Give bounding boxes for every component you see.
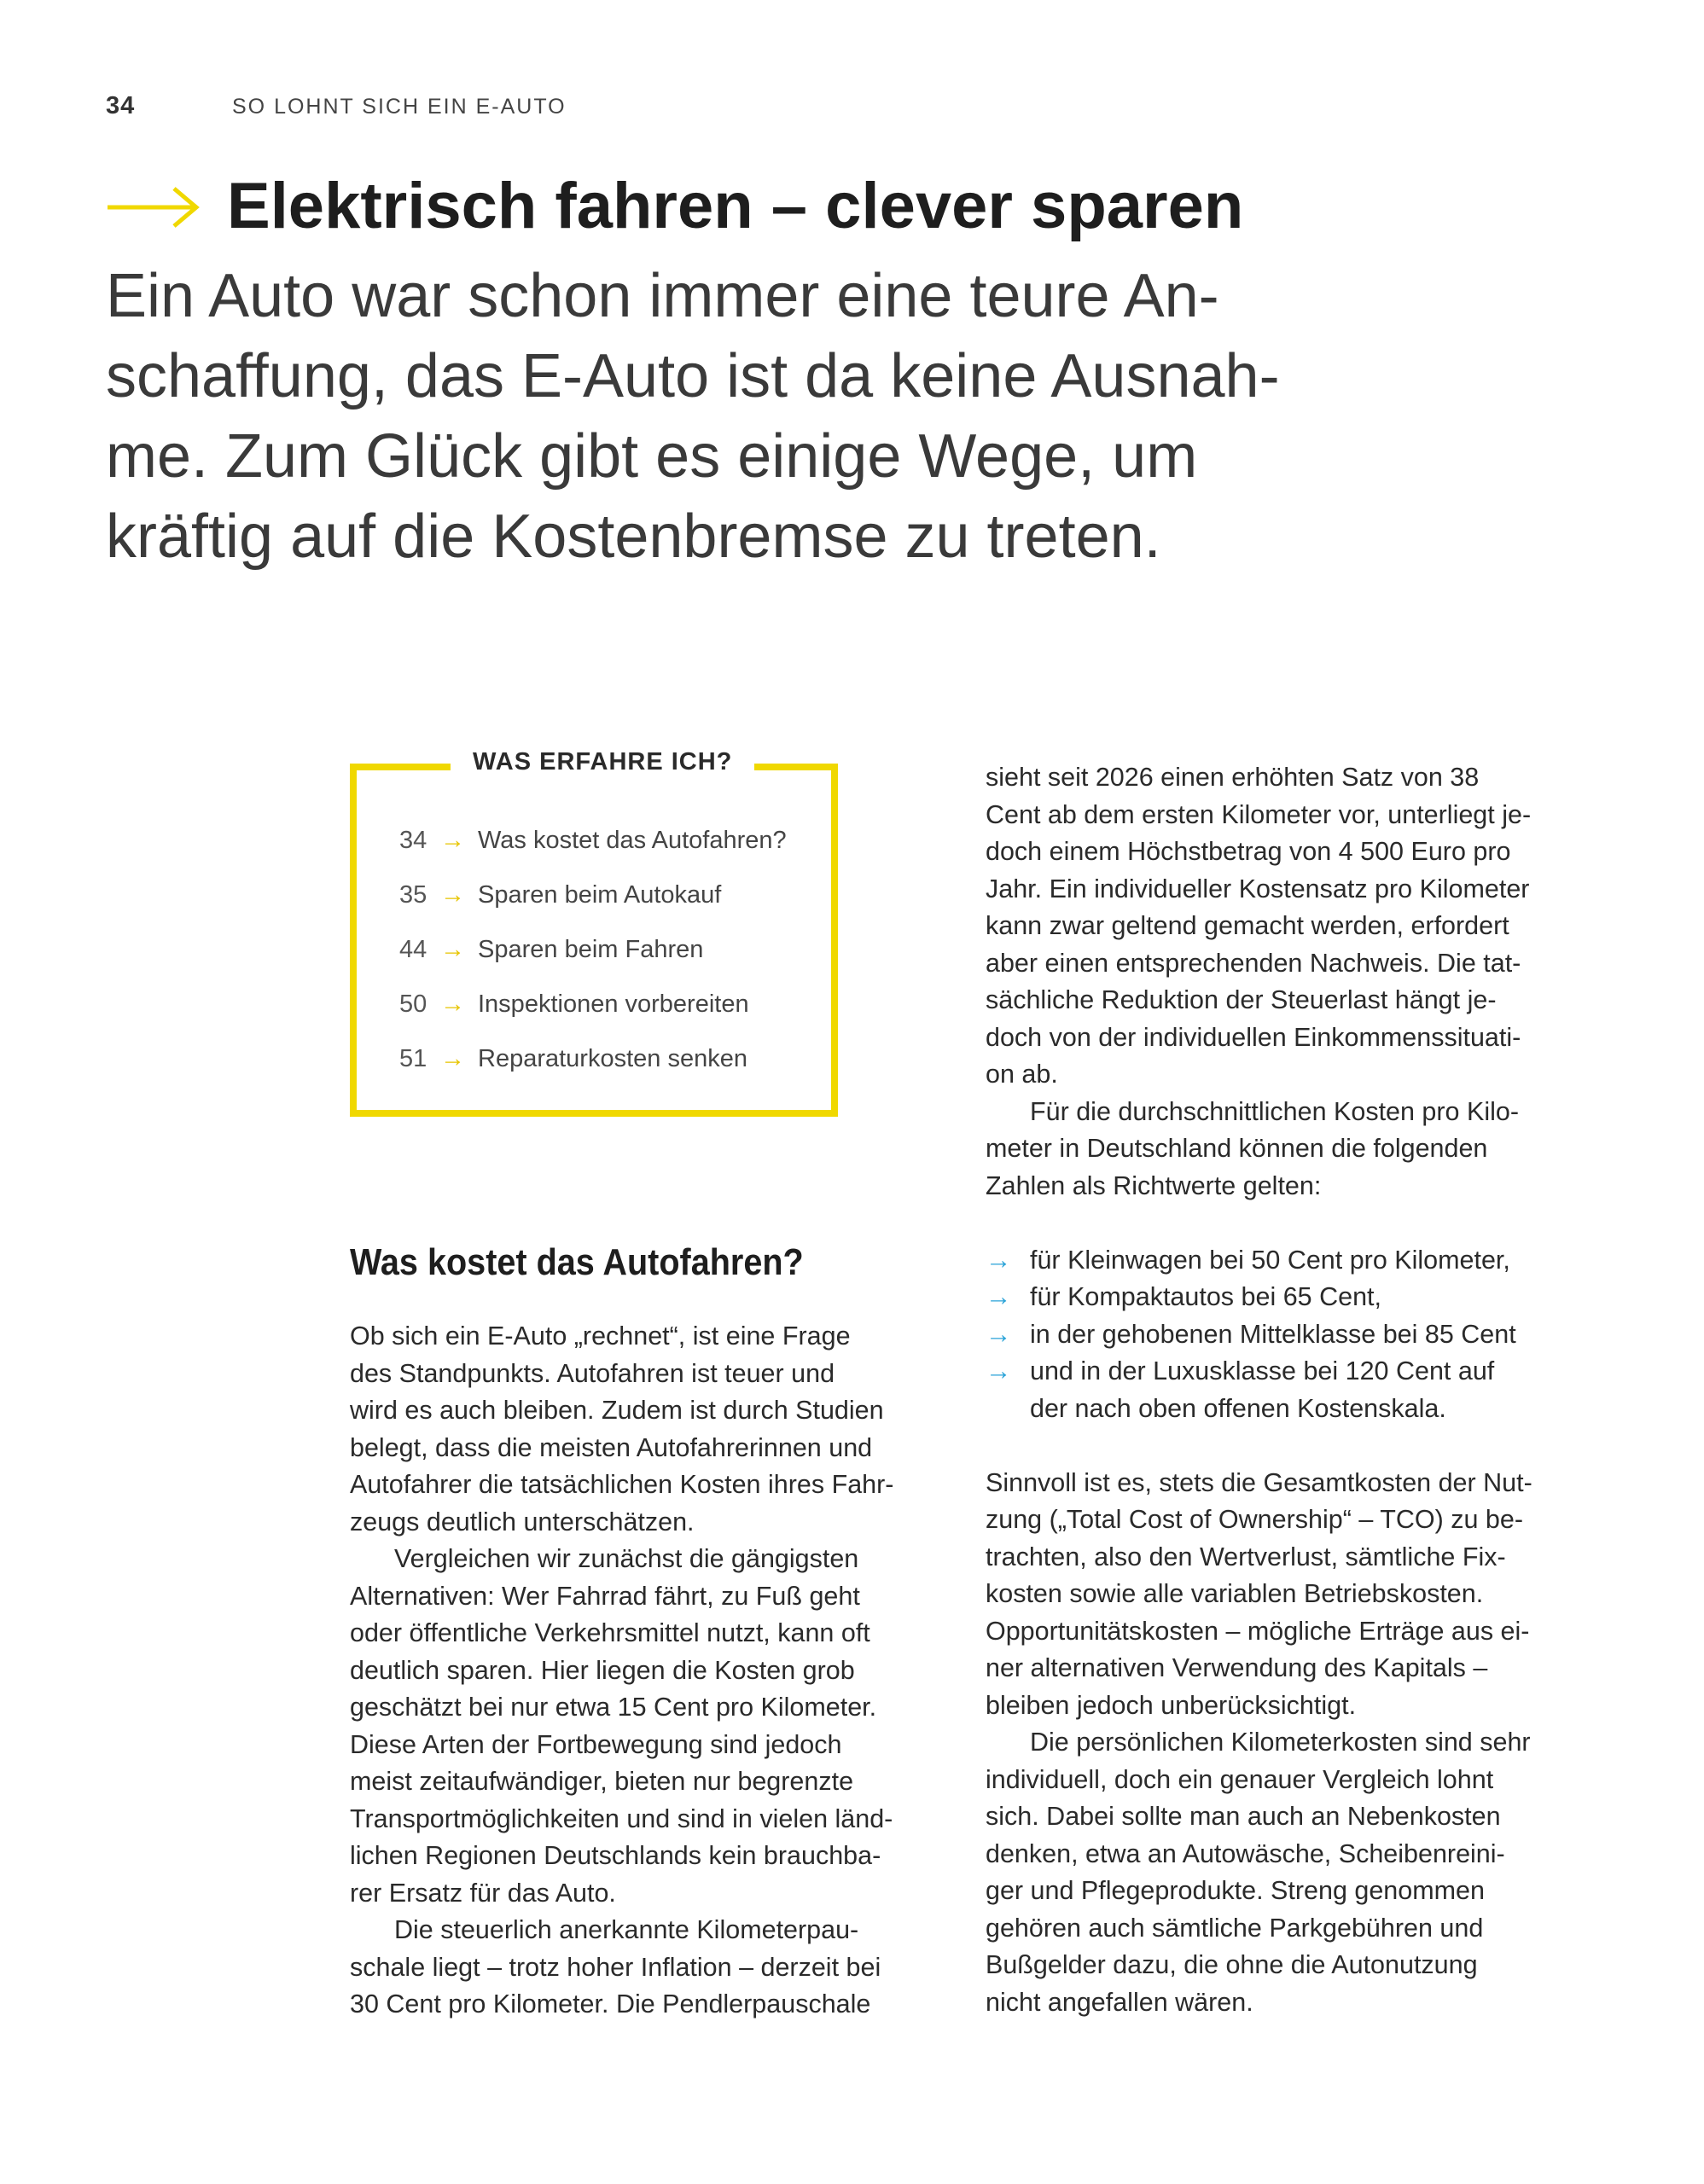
body-line: Sinnvoll ist es, stets die Gesamtkosten der Nut- [986, 1467, 1532, 1497]
arrow-right-icon: → [986, 1319, 1012, 1349]
bullet-item [986, 1316, 1574, 1354]
body-line: deutlich sparen. Hier liegen die Kosten grob [350, 1655, 855, 1685]
contents-label: Sparen beim Autokauf [478, 880, 722, 909]
body-line: Die persönlichen Kilometerkosten sind sehr [1030, 1728, 1531, 1757]
body-line: Die steuerlich anerkannte Kilometerpau- [394, 1915, 859, 1944]
chapter-contents-box [350, 748, 838, 1117]
contents-page-number: 51 [399, 1044, 427, 1072]
running-head: SO LOHNT SICH EIN E-AUTO [232, 95, 567, 119]
body-line: zeugs deutlich unterschätzen. [350, 1507, 695, 1536]
body-line: Ob sich ein E-Auto „rechnet“, ist eine Frage [350, 1321, 851, 1350]
body-line: trachten, also den Wertverlust, sämtliche Fix- [986, 1542, 1506, 1571]
lead-line: schaffung, das E-Auto ist da keine Ausnah- [106, 342, 1280, 410]
body-line: ner alternativen Verwendung des Kapitals – [986, 1653, 1488, 1682]
contents-box-title: WAS ERFAHRE ICH? [451, 748, 754, 776]
lead-line: me. Zum Glück gibt es einige Wege, um [106, 422, 1198, 491]
left-column-text [350, 1318, 939, 2024]
body-line: Für die durchschnittlichen Kosten pro Kilo- [1030, 1096, 1520, 1126]
body-line: Bußgelder dazu, die ohne die Autonutzung [986, 1950, 1478, 1979]
bullet-text: für Kompaktautos bei 65 Cent, [1030, 1282, 1381, 1311]
body-line: lichen Regionen Deutschlands kein brauchba- [350, 1841, 881, 1870]
right-column-text [986, 759, 1574, 2021]
arrow-right-icon: → [440, 880, 465, 909]
body-line: sich. Dabei sollte man auch an Nebenkosten [986, 1802, 1501, 1831]
body-line: zung („Total Cost of Ownership“ – TCO) zu be- [986, 1505, 1524, 1534]
body-line: individuell, doch ein genauer Vergleich lohnt [986, 1764, 1494, 1794]
contents-page-number: 35 [399, 880, 427, 909]
headline [106, 169, 1642, 251]
body-line: Opportunitätskosten – mögliche Erträge aus ei- [986, 1616, 1530, 1646]
body-line: sächliche Reduktion der Steuerlast hängt je- [986, 985, 1497, 1014]
arrow-right-icon: → [986, 1282, 1012, 1311]
body-line: 30 Cent pro Kilometer. Die Pendlerpauschale [350, 1989, 871, 2018]
body-line: geschätzt bei nur etwa 15 Cent pro Kilometer. [350, 1693, 877, 1722]
body-line: denken, etwa an Autowäsche, Scheibenreini- [986, 1838, 1505, 1868]
body-line: kosten sowie alle variablen Betriebskosten. [986, 1579, 1484, 1608]
arrow-right-icon [106, 186, 201, 229]
contents-label: Sparen beim Fahren [478, 935, 704, 963]
bullet-text: für Kleinwagen bei 50 Cent pro Kilometer, [1030, 1245, 1510, 1275]
body-line: schale liegt – trotz hoher Inflation – derzeit bei [350, 1952, 881, 1982]
body-line: Diese Arten der Fortbewegung sind jedoch [350, 1729, 842, 1759]
contents-page-number: 50 [399, 990, 427, 1018]
contents-page-number: 34 [399, 826, 427, 854]
bullet-text: und in der Luxusklasse bei 120 Cent auf [1030, 1356, 1495, 1385]
body-line: belegt, dass die meisten Autofahrerinnen und [350, 1432, 873, 1462]
arrow-right-icon: → [440, 826, 465, 854]
arrow-right-icon: → [986, 1356, 1012, 1385]
body-line: doch von der individuellen Einkommenssituati- [986, 1022, 1521, 1052]
body-line: Autofahrer die tatsächlichen Kosten ihres Fahr- [350, 1470, 894, 1499]
body-line: meist zeitaufwändiger, bieten nur begrenzte [350, 1767, 854, 1796]
lead-paragraph [106, 256, 1488, 577]
body-line: rer Ersatz für das Auto. [350, 1878, 616, 1908]
body-line: bleiben jedoch unberücksichtigt. [986, 1690, 1357, 1720]
body-line: sieht seit 2026 einen erhöhten Satz von 38 [986, 763, 1480, 792]
body-line: gehören auch sämtliche Parkgebühren und [986, 1913, 1484, 1943]
body-line: Vergleichen wir zunächst die gängigsten [394, 1544, 859, 1573]
contents-label: Reparaturkosten senken [478, 1044, 747, 1072]
body-line: Cent ab dem ersten Kilometer vor, unterliegt je- [986, 799, 1532, 829]
contents-item[interactable] [399, 868, 787, 922]
body-line: nicht angefallen wären. [986, 1987, 1253, 2017]
arrow-right-icon: → [440, 1044, 465, 1072]
contents-item[interactable] [399, 1031, 787, 1086]
body-line: meter in Deutschland können die folgenden [986, 1134, 1488, 1163]
bullet-continuation: der nach oben offenen Kostenskala. [1030, 1393, 1446, 1423]
body-line: kann zwar geltend gemacht werden, erfordert [986, 911, 1509, 940]
body-line: des Standpunkts. Autofahren ist teuer und [350, 1358, 835, 1388]
contents-item[interactable] [399, 813, 787, 868]
body-line: ger und Pflegeprodukte. Streng genommen [986, 1876, 1485, 1905]
contents-label: Inspektionen vorbereiten [478, 990, 749, 1018]
body-line: wird es auch bleiben. Zudem ist durch Studien [350, 1396, 884, 1425]
arrow-right-icon: → [440, 935, 465, 963]
body-line: on ab. [986, 1060, 1058, 1089]
bullet-item [986, 1279, 1574, 1316]
contents-page-number: 44 [399, 935, 427, 963]
body-line: aber einen entsprechenden Nachweis. Die tat- [986, 948, 1521, 978]
contents-item[interactable] [399, 977, 787, 1031]
section-heading: Was kostet das Autofahren? [350, 1241, 804, 1283]
arrow-right-icon: → [986, 1245, 1012, 1275]
headline-title: Elektrisch fahren – clever sparen [227, 170, 1244, 242]
bullet-item [986, 1242, 1574, 1280]
bullet-text: in der gehobenen Mittelklasse bei 85 Cent [1030, 1319, 1516, 1349]
contents-list [399, 813, 787, 1086]
page-number: 34 [106, 92, 136, 119]
body-line: Alternativen: Wer Fahrrad fährt, zu Fuß geht [350, 1581, 860, 1611]
lead-line: kräftig auf die Kostenbremse zu treten. [106, 502, 1161, 571]
body-line: Zahlen als Richtwerte gelten: [986, 1170, 1322, 1200]
lead-line: Ein Auto war schon immer eine teure An- [106, 262, 1219, 330]
body-line: Jahr. Ein individueller Kostensatz pro Kilometer [986, 874, 1530, 903]
body-line: doch einem Höchstbetrag von 4 500 Euro pro [986, 837, 1511, 866]
body-line: oder öffentliche Verkehrsmittel nutzt, kann oft [350, 1618, 870, 1647]
contents-item[interactable] [399, 922, 787, 977]
body-line: Transportmöglichkeiten und sind in vielen länd- [350, 1804, 893, 1833]
bullet-item [986, 1353, 1574, 1391]
contents-label: Was kostet das Autofahren? [478, 826, 787, 854]
arrow-right-icon: → [440, 990, 465, 1018]
